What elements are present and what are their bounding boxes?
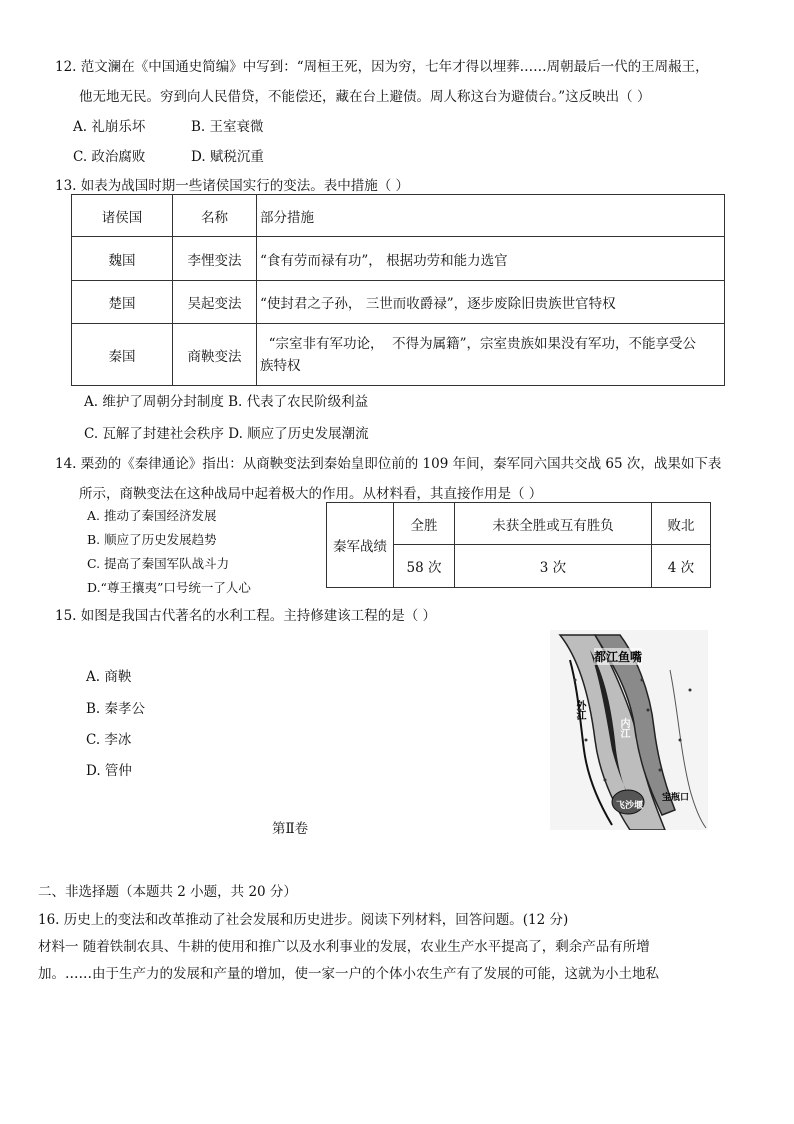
cell-measure: “使封君之子孙， 三世而收爵禄”，逐步废除旧贵族世官特权 — [257, 281, 725, 324]
q15-option-b: B. 秦孝公 — [86, 701, 146, 717]
q16-material1-line2: 加。……由于生产力的发展和产量的增加，使一家一户的个体小农生产有了发展的可能，这就为小土地私 — [38, 966, 659, 982]
cell-state: 楚国 — [72, 281, 173, 324]
q12-option-d: D. 赋税沉重 — [191, 149, 264, 165]
q16-material1-line1: 材料一 随着铁制农具、牛耕的使用和推广以及水利事业的发展，农业生产水平提高了，剩余产品有所增 — [38, 939, 650, 955]
q12-option-c: C. 政治腐败 — [73, 149, 146, 165]
value-partial: 3 次 — [455, 545, 652, 588]
section-2-heading: 二、非选择题（本题共 2 小题，共 20 分） — [38, 884, 297, 900]
cell-name: 商鞅变法 — [173, 324, 257, 386]
reform-table — [71, 194, 725, 386]
q12-option-a: A. 礼崩乐坏 — [73, 119, 146, 135]
q15-stem: 15. 如图是我国古代著名的水利工程。主持修建该工程的是（ ） — [55, 608, 437, 624]
q14-option-d: D.“尊王攘夷”口号统一了人心 — [87, 580, 251, 595]
q13-options-cd: C. 瓦解了封建社会秩序 D. 顺应了历史发展潮流 — [84, 426, 369, 442]
header-name: 名称 — [173, 195, 257, 237]
header-defeat: 败北 — [652, 503, 711, 545]
cell-name: 李悝变法 — [173, 237, 257, 281]
q16-stem: 16. 历史上的变法和改革推动了社会发展和历史进步。阅读下列材料，回答问题。(12 分) — [38, 912, 569, 928]
q14-option-c: C. 提高了秦国军队战斗力 — [87, 556, 230, 571]
battle-record-table — [326, 502, 711, 588]
header-partial: 未获全胜或互有胜负 — [455, 503, 652, 545]
table-row — [72, 281, 725, 324]
map-label-fish-mouth: 都江鱼嘴 — [594, 650, 643, 664]
cell-state: 魏国 — [72, 237, 173, 281]
map-label-outer-river: 外江 — [574, 700, 585, 720]
table-row — [72, 237, 725, 281]
map-label-bottle-mouth: 宝瓶口 — [662, 793, 690, 803]
table-row — [327, 503, 711, 545]
table-row — [72, 324, 725, 386]
header-state: 诸侯国 — [72, 195, 173, 237]
value-full-win: 58 次 — [394, 545, 455, 588]
q12-stem-line2: 他无地无民。穷到向人民借贷，不能偿还，藏在台上避债。周人称这台为避债台。”这反映出（ ） — [79, 89, 651, 105]
cell-measure: “食有劳而禄有功”， 根据功劳和能力选官 — [257, 237, 725, 281]
q14-option-b: B. 顺应了历史发展趋势 — [87, 532, 217, 547]
q12-option-b: B. 王室衰微 — [191, 119, 264, 135]
q13-stem: 13. 如表为战国时期一些诸侯国实行的变法。表中措施（ ） — [55, 178, 410, 194]
cell-state: 秦国 — [72, 324, 173, 386]
volume-ii-heading: 第Ⅱ卷 — [272, 821, 309, 837]
cell-measure-line2: 族特权 — [260, 357, 301, 374]
q14-stem-line2: 所示，商鞅变法在这种战局中起着极大的作用。从材料看，其直接作用是（ ） — [79, 486, 543, 502]
header-measure: 部分措施 — [257, 195, 725, 237]
cell-measure — [257, 324, 725, 386]
map-label-inner-river: 内江 — [618, 718, 629, 738]
q15-option-c: C. 李冰 — [86, 732, 132, 748]
map-label-feisha: 飞沙堰 — [616, 801, 644, 811]
q15-option-a: A. 商鞅 — [86, 669, 132, 685]
header-full-win: 全胜 — [394, 503, 455, 545]
q15-option-d: D. 管仲 — [86, 763, 132, 779]
q12-stem-line1: 12. 范文澜在《中国通史简编》中写到：“周桓王死，因为穷，七年才得以埋葬……周朝最后一代的王周赧王， — [55, 59, 709, 75]
dujiangyan-map-image — [550, 630, 708, 830]
value-defeat: 4 次 — [652, 545, 711, 588]
cell-measure-line1: “宗室非有军功论， 不得为属籍”，宗室贵族如果没有军功，不能享受公 — [260, 335, 696, 352]
reform-table-header-row — [72, 195, 725, 237]
row-label-qin-record: 秦军战绩 — [327, 503, 394, 588]
q14-stem-line1: 14. 栗劲的《秦律通论》指出：从商鞅变法到秦始皇即位前的 109 年间，秦军同六国共交战 65 次，战果如下表 — [55, 456, 722, 472]
q13-options-ab: A. 维护了周朝分封制度 B. 代表了农民阶级利益 — [84, 394, 369, 410]
cell-name: 吴起变法 — [173, 281, 257, 324]
q14-option-a: A. 推动了秦国经济发展 — [87, 508, 217, 523]
